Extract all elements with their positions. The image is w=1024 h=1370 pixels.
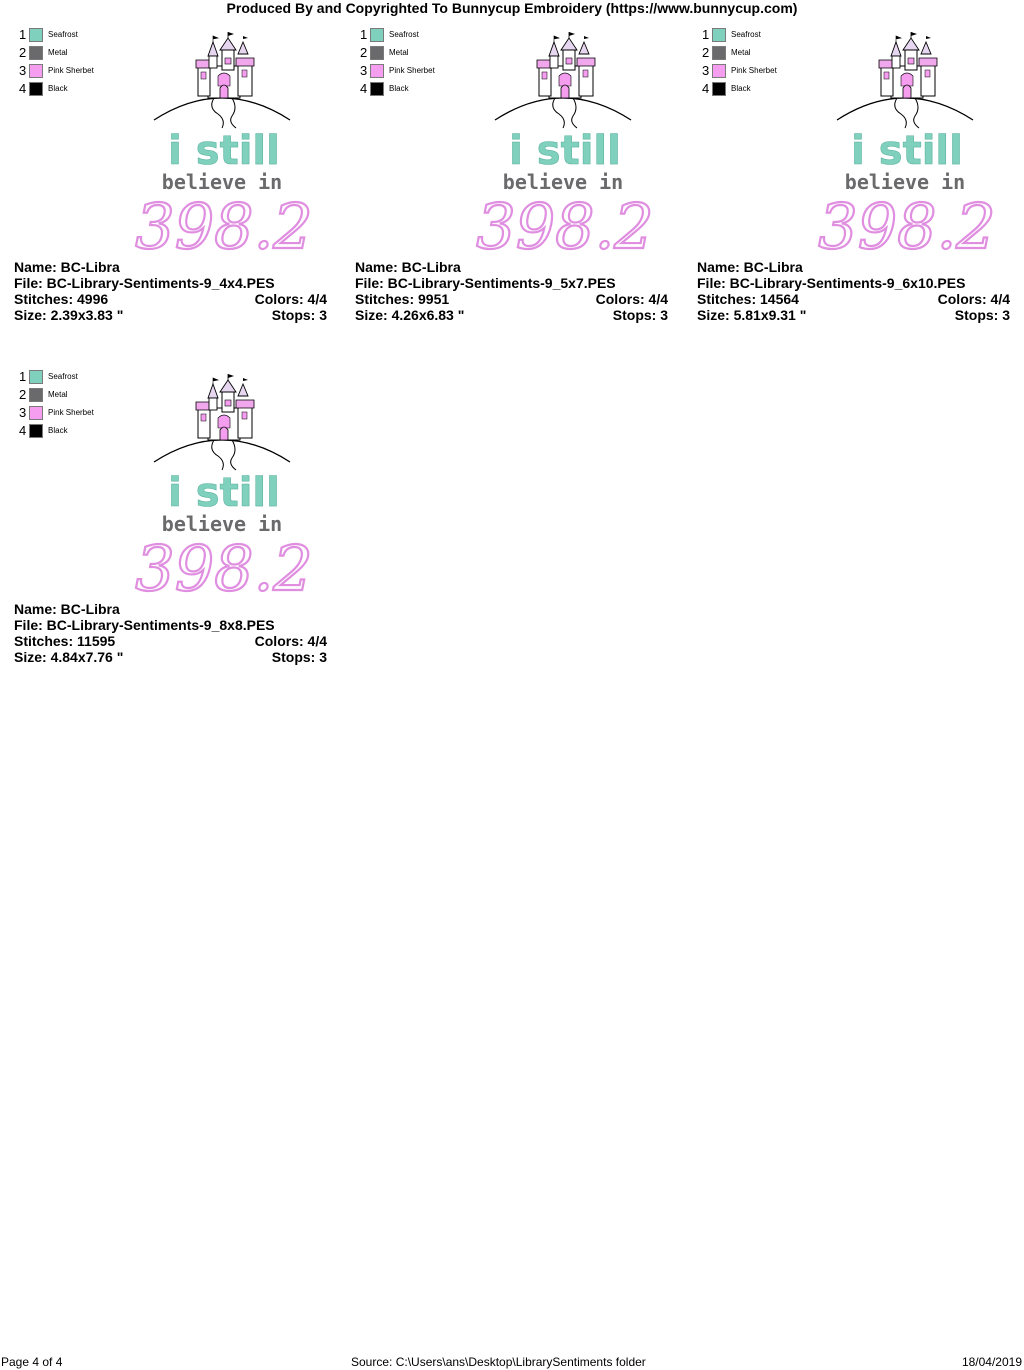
color-swatch — [712, 82, 726, 96]
color-swatch — [370, 28, 384, 42]
legend-row — [360, 63, 480, 81]
design-text-line-1: i still — [168, 470, 280, 516]
castle-on-hill-icon — [495, 32, 631, 128]
design-size: Size: 4.26x6.83 " — [355, 307, 465, 323]
design-stitches: Stitches: 9951 — [355, 291, 450, 307]
legend-row — [360, 27, 480, 45]
legend-label: Metal — [731, 48, 751, 57]
legend-row — [702, 81, 822, 99]
page-number: Page 4 of 4 — [1, 1355, 63, 1369]
design-text-line-2: believe in — [161, 170, 283, 194]
design-stops: Stops: 3 — [954, 307, 1010, 323]
design-stitches: Stitches: 4996 — [14, 291, 109, 307]
design-colors: Colors: 4/4 — [595, 291, 668, 307]
design-colors: Colors: 4/4 — [254, 633, 327, 649]
legend-number: 2 — [360, 45, 368, 60]
legend-row — [360, 45, 480, 63]
legend-label: Pink Sherbet — [48, 66, 94, 75]
design-stitches: Stitches: 14564 — [697, 291, 799, 307]
color-swatch — [29, 424, 43, 438]
legend-label: Black — [389, 84, 409, 93]
design-text-line-1: i still — [851, 128, 963, 174]
design-name: Name: BC-Libra — [14, 601, 120, 617]
legend-number: 4 — [702, 81, 710, 96]
design-colors: Colors: 4/4 — [937, 291, 1010, 307]
legend-label: Metal — [389, 48, 409, 57]
legend-label: Seafrost — [48, 372, 78, 381]
legend-number: 2 — [19, 387, 27, 402]
design-text-line-3: 398.2 — [476, 190, 654, 263]
design-file: File: BC-Library-Sentiments-9_8x8.PES — [14, 617, 275, 633]
legend-row — [702, 27, 822, 45]
color-swatch — [370, 64, 384, 78]
legend-label: Pink Sherbet — [48, 408, 94, 417]
design-stops: Stops: 3 — [612, 307, 668, 323]
castle-on-hill-icon — [154, 32, 290, 128]
legend-number: 4 — [19, 81, 27, 96]
embroidery-design-preview — [135, 372, 313, 605]
legend-label: Black — [731, 84, 751, 93]
design-card — [697, 26, 1012, 351]
legend-row — [19, 423, 139, 441]
legend-number: 1 — [19, 27, 27, 42]
legend-label: Black — [48, 426, 68, 435]
legend-label: Seafrost — [731, 30, 761, 39]
color-swatch — [370, 82, 384, 96]
design-card — [355, 26, 670, 351]
legend-row — [19, 45, 139, 63]
design-colors: Colors: 4/4 — [254, 291, 327, 307]
design-text-line-2: believe in — [502, 170, 624, 194]
color-swatch — [712, 64, 726, 78]
legend-row — [702, 45, 822, 63]
design-text-line-3: 398.2 — [818, 190, 996, 263]
castle-on-hill-icon — [837, 32, 973, 128]
legend-label: Pink Sherbet — [389, 66, 435, 75]
design-size: Size: 4.84x7.76 " — [14, 649, 124, 665]
design-text-line-3: 398.2 — [135, 532, 313, 605]
color-swatch — [29, 28, 43, 42]
thread-color-legend — [702, 27, 822, 99]
color-swatch — [370, 46, 384, 60]
legend-row — [19, 27, 139, 45]
embroidery-design-preview — [476, 30, 654, 263]
legend-label: Seafrost — [48, 30, 78, 39]
design-name: Name: BC-Libra — [355, 259, 461, 275]
design-file: File: BC-Library-Sentiments-9_6x10.PES — [697, 275, 966, 291]
design-name: Name: BC-Libra — [14, 259, 120, 275]
design-file: File: BC-Library-Sentiments-9_4x4.PES — [14, 275, 275, 291]
design-stops: Stops: 3 — [271, 307, 327, 323]
legend-number: 1 — [702, 27, 710, 42]
design-stops: Stops: 3 — [271, 649, 327, 665]
design-text-line-3: 398.2 — [135, 190, 313, 263]
thread-color-legend — [19, 369, 139, 441]
legend-row — [19, 387, 139, 405]
design-file: File: BC-Library-Sentiments-9_5x7.PES — [355, 275, 616, 291]
legend-number: 3 — [19, 63, 27, 78]
legend-row — [19, 369, 139, 387]
legend-number: 4 — [360, 81, 368, 96]
design-text-line-2: believe in — [844, 170, 966, 194]
thread-color-legend — [360, 27, 480, 99]
legend-number: 3 — [19, 405, 27, 420]
thread-color-legend — [19, 27, 139, 99]
legend-number: 4 — [19, 423, 27, 438]
design-stitches: Stitches: 11595 — [14, 633, 116, 649]
legend-number: 1 — [19, 369, 27, 384]
source-path: Source: C:\Users\ans\Desktop\LibrarySentiments folder — [351, 1355, 646, 1369]
design-info — [14, 259, 327, 323]
legend-number: 3 — [360, 63, 368, 78]
legend-row — [360, 81, 480, 99]
legend-label: Pink Sherbet — [731, 66, 777, 75]
design-text-line-1: i still — [509, 128, 621, 174]
legend-label: Metal — [48, 390, 68, 399]
design-info — [697, 259, 1010, 323]
design-size: Size: 2.39x3.83 " — [14, 307, 124, 323]
legend-row — [702, 63, 822, 81]
legend-number: 3 — [702, 63, 710, 78]
design-card — [14, 368, 329, 693]
color-swatch — [712, 46, 726, 60]
legend-label: Black — [48, 84, 68, 93]
castle-on-hill-icon — [154, 374, 290, 470]
color-swatch — [712, 28, 726, 42]
legend-row — [19, 81, 139, 99]
legend-label: Seafrost — [389, 30, 419, 39]
color-swatch — [29, 64, 43, 78]
legend-row — [19, 405, 139, 423]
color-swatch — [29, 82, 43, 96]
legend-number: 1 — [360, 27, 368, 42]
color-swatch — [29, 388, 43, 402]
legend-label: Metal — [48, 48, 68, 57]
design-info — [14, 601, 327, 665]
design-name: Name: BC-Libra — [697, 259, 803, 275]
embroidery-design-preview — [818, 30, 996, 263]
design-info — [355, 259, 668, 323]
design-text-line-2: believe in — [161, 512, 283, 536]
design-size: Size: 5.81x9.31 " — [697, 307, 807, 323]
color-swatch — [29, 370, 43, 384]
color-swatch — [29, 46, 43, 60]
design-text-line-1: i still — [168, 128, 280, 174]
embroidery-design-preview — [135, 30, 313, 263]
print-date: 18/04/2019 — [961, 1355, 1022, 1369]
legend-number: 2 — [19, 45, 27, 60]
page-header: Produced By and Copyrighted To Bunnycup Embroidery (https://www.bunnycup.com) — [226, 0, 798, 16]
legend-number: 2 — [702, 45, 710, 60]
color-swatch — [29, 406, 43, 420]
design-card — [14, 26, 329, 351]
legend-row — [19, 63, 139, 81]
